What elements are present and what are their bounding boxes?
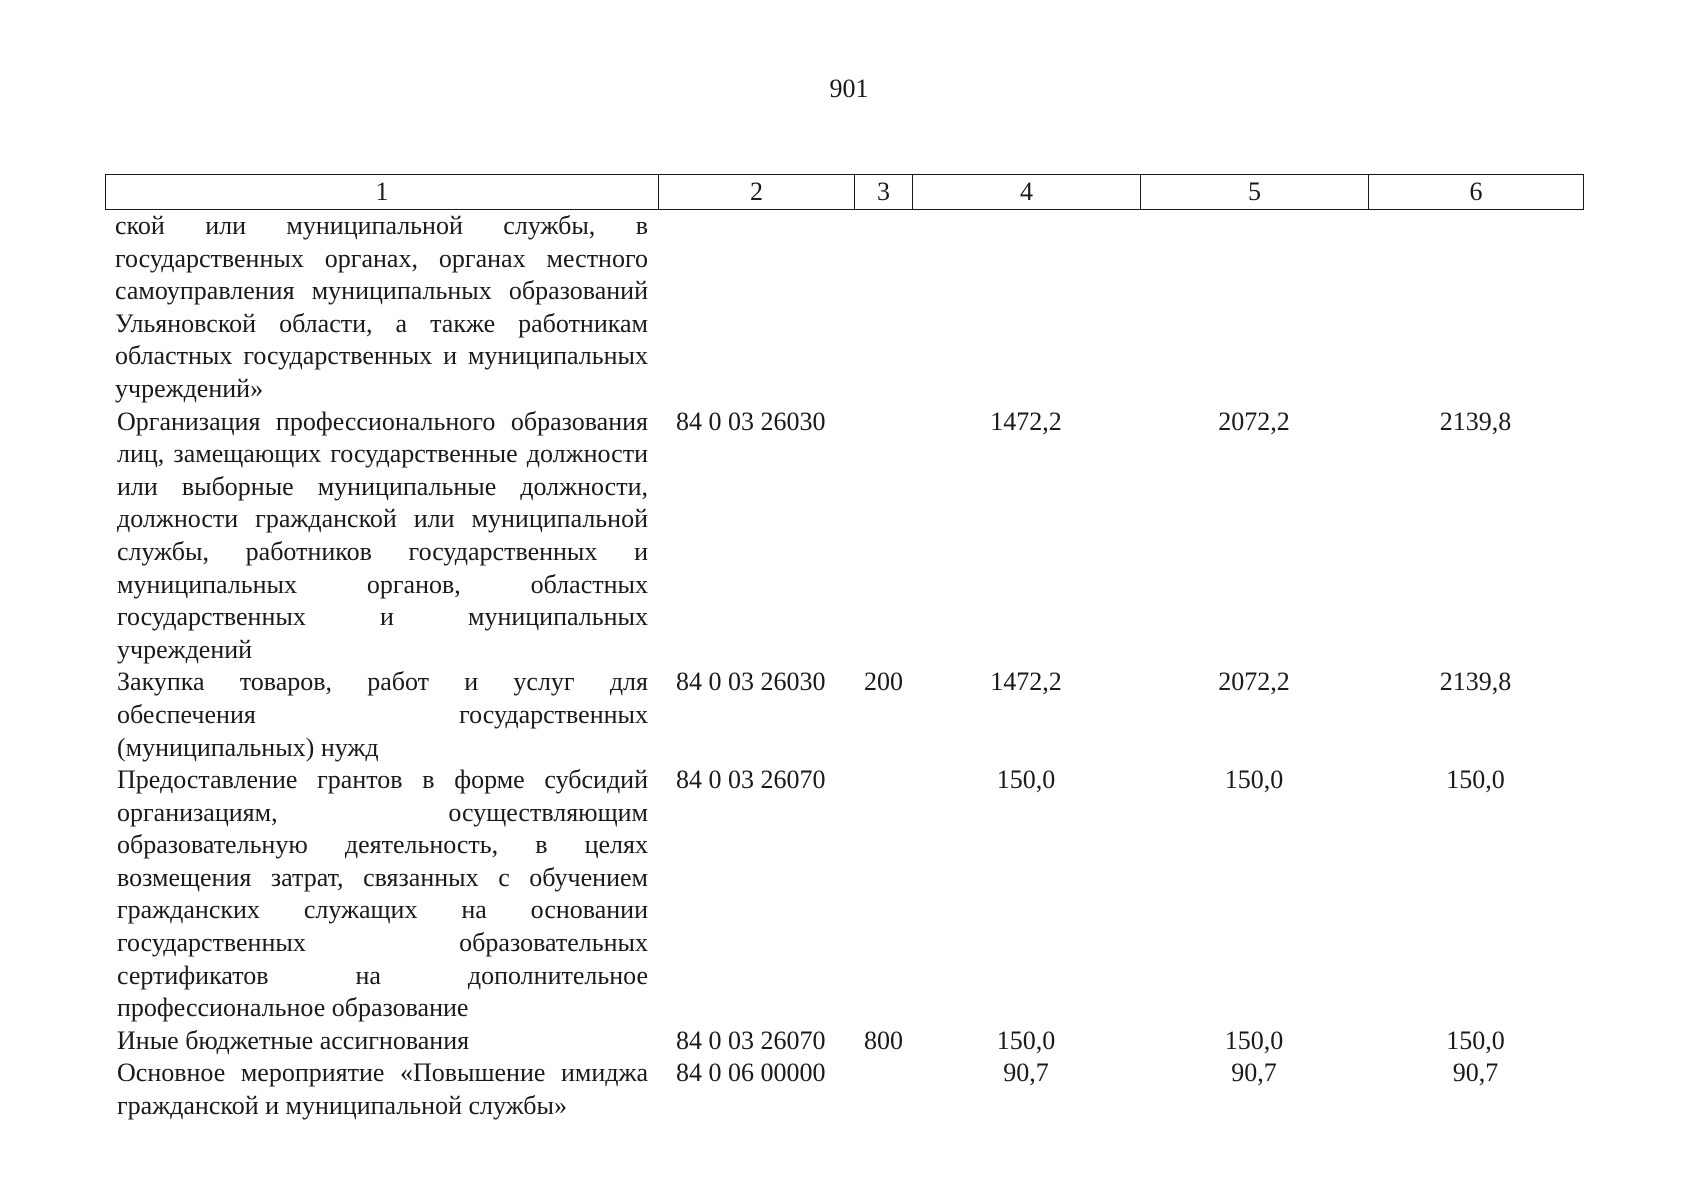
row-value-4 [912, 210, 1140, 406]
row-code: 84 0 03 26070 [676, 1025, 826, 1055]
row-code: 84 0 03 26030 [676, 406, 826, 436]
column-header-3: 3 [855, 175, 913, 210]
row-value-5: 150,0 [1224, 765, 1284, 795]
row-name: Организация профессионального образования лиц, замещающих государственные должности или выборные муниципальные должности, должности гражданской или муниципальной службы, работников государственных и муниципальных органов, областных государственных и муниципальных учреждений [117, 406, 648, 664]
row-value-6: 2139,8 [1439, 667, 1512, 697]
row-type: 200 [864, 667, 903, 697]
row-value-4: 150,0 [996, 1025, 1056, 1055]
row-value-5: 150,0 [1224, 1025, 1284, 1055]
row-code [658, 210, 854, 406]
row-name: Основное мероприятие «Повышение имиджа гражданской и муниципальной службы» [117, 1058, 648, 1121]
row-value-5 [1140, 210, 1368, 406]
row-value-4: 1472,2 [990, 406, 1062, 436]
budget-table [105, 210, 1583, 1123]
table-row [105, 764, 1583, 1025]
row-value-5: 2072,2 [1218, 406, 1290, 436]
row-type [854, 406, 912, 667]
table-row [105, 666, 1583, 764]
row-code: 84 0 03 26030 [676, 667, 826, 697]
row-name: Иные бюджетные ассигнования [117, 1025, 470, 1055]
column-header-4: 4 [913, 175, 1141, 210]
row-code: 84 0 03 26070 [676, 765, 826, 795]
row-name: ской или муниципальной службы, в государственных органах, органах местного самоуправления муниципальных образований Ульяновской области, а также работникам областных государственных и муниципальных учреждений» [115, 211, 648, 403]
column-header-5: 5 [1141, 175, 1369, 210]
row-name: Закупка товаров, работ и услуг для обеспечения государственных (муниципальных) нужд [117, 667, 648, 762]
row-value-6 [1368, 210, 1583, 406]
row-value-4: 90,7 [1003, 1058, 1049, 1088]
column-header-table [105, 174, 1584, 210]
column-header-2: 2 [659, 175, 855, 210]
table-row [105, 406, 1583, 667]
table-row [105, 210, 1583, 406]
column-header-row [106, 175, 1584, 210]
column-header-1: 1 [106, 175, 659, 210]
row-value-4: 1472,2 [990, 667, 1062, 697]
row-type [854, 1057, 912, 1122]
row-value-4: 150,0 [996, 765, 1056, 795]
page-number: 901 [829, 74, 869, 103]
column-header-6: 6 [1369, 175, 1584, 210]
row-value-5: 90,7 [1231, 1058, 1277, 1088]
row-type: 800 [864, 1025, 903, 1055]
row-type [854, 764, 912, 1025]
row-value-6: 2139,8 [1439, 406, 1512, 436]
row-name: Предоставление грантов в форме субсидий организациям, осуществляющим образовательную деятельность, в целях возмещения затрат, связанных с обучением гражданских служащих на основании государственных образовательных сертификатов на дополнительное профессиональное образование [117, 765, 648, 1023]
row-value-6: 150,0 [1446, 1025, 1505, 1055]
row-value-5: 2072,2 [1218, 667, 1290, 697]
row-value-6: 150,0 [1446, 765, 1505, 795]
row-type [854, 210, 912, 406]
row-code: 84 0 06 00000 [676, 1058, 826, 1088]
table-row [105, 1025, 1583, 1058]
row-value-6: 90,7 [1452, 1058, 1499, 1088]
table-row [105, 1057, 1583, 1122]
